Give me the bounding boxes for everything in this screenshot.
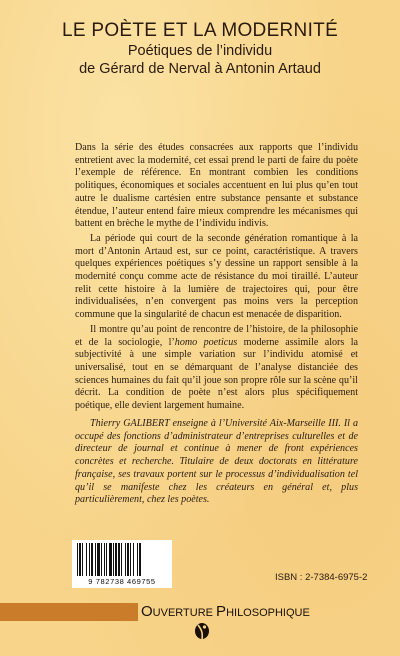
blurb-p3-end: moderne assimile alors la subjectivité à une simple variation sur l’individu atomisé et universalisé, tout en se démarquant de l’analyse distanciée des sciences humaines du fait qu’il joue son propre rôle sur la scène qu’il décrit. La condition de poète n’est alors plus spécifiquement poétique, elle devient largement humaine.: [75, 336, 359, 412]
barcode-bar: [91, 543, 93, 576]
book-subtitle-line-2: de Gérard de Nerval à Antonin Artaud: [79, 61, 321, 77]
blurb-paragraph-3: [75, 324, 358, 413]
isbn: ISBN : 2-7384-6975-2: [275, 572, 368, 583]
collection-initial-p: P: [216, 603, 227, 620]
barcode-bar: [89, 543, 90, 576]
book-title: LE POÈTE ET LA MODERNITÉ: [61, 20, 339, 41]
barcode-bar: [137, 543, 138, 576]
collection-name: [141, 603, 310, 621]
barcode-bar: [133, 543, 134, 576]
barcode-bar: [95, 543, 96, 576]
barcode-bar: [79, 543, 81, 576]
book-subtitle-line-1: Poétiques de l’individu: [127, 43, 273, 59]
barcode-bar: [109, 543, 112, 576]
blurb-p3-start: Il montre qu’au point de rencontre de l’histoire, de la philosophie et de la sociologie, l’: [75, 323, 358, 348]
barcode-bar: [86, 543, 87, 576]
barcode-bar: [106, 543, 107, 576]
barcode-bar: [125, 543, 126, 576]
blurb-paragraph-1: Dans la série des études consacrées aux rapports que l’individu entretient avec la modernité, cet essai prend le parti de faire du poète l’exemple de référence. En montrant combien les conditions politiques, économiques et sociales accentuent en lui plus qu’en tout autre le dualisme cartésien entre substance pensante et substance étendue, l’auteur entend faire mieux comprendre les mécanismes qui battent en brèche le mythe de l’individu indivis.: [75, 142, 358, 230]
author-bio: Thierry GALIBERT enseigne à l’Université Aix-Marseille III. Il a occupé des fonctions d’administrateur d’entreprises culturelles et de directeur de journal et continue à mener de front expériences concrètes et recherche. Titulaire de deux doctorats en littérature française, ses travaux portent sur le processus d’individualisation tel qu’il se manifeste chez les créateurs en général et, plus particulièrement, chez les poètes.: [75, 418, 358, 506]
barcode-bar: [104, 543, 105, 576]
blurb: [75, 142, 358, 415]
barcode-bar: [77, 543, 78, 576]
header: [0, 20, 400, 78]
barcode-bar: [97, 543, 100, 576]
barcode-number: 9 782738 469755: [88, 577, 156, 586]
barcode-bar: [130, 543, 131, 576]
collection-word-1: UVERTURE: [152, 607, 217, 619]
barcode-icon: [76, 543, 168, 576]
barcode-bar: [101, 543, 102, 576]
barcode: [72, 540, 172, 588]
collection-band: [0, 603, 400, 656]
collection-color-bar: [0, 603, 138, 621]
barcode-bar: [121, 543, 122, 576]
barcode-bar: [82, 543, 83, 576]
barcode-bar: [127, 543, 129, 576]
collection-word-2: HILOSOPHIQUE: [226, 607, 310, 619]
collection-initial-o: O: [141, 603, 153, 620]
homo-poeticus-term: homo poeticus: [174, 336, 238, 348]
barcode-bar: [139, 543, 141, 576]
barcode-bar: [113, 543, 114, 576]
barcode-bar: [115, 543, 117, 576]
barcode-bar: [118, 543, 120, 576]
blurb-paragraph-2: La période qui court de la seconde génération romantique à la mort d’Antonin Artaud est, sur ce point, caractéristique. A travers quelques expériences poétiques s’y dessine un rapport sensible à la modernité conçu comme acte de résistance du moi tiraillé. L’auteur relit cette histoire à la lumière de trajectoires qui, pour être individualisées, n’en convergent pas moins vers la perception commune que la singularité de chacun est menacée de disparition.: [75, 232, 358, 321]
harmattan-logo-icon: [193, 620, 211, 640]
